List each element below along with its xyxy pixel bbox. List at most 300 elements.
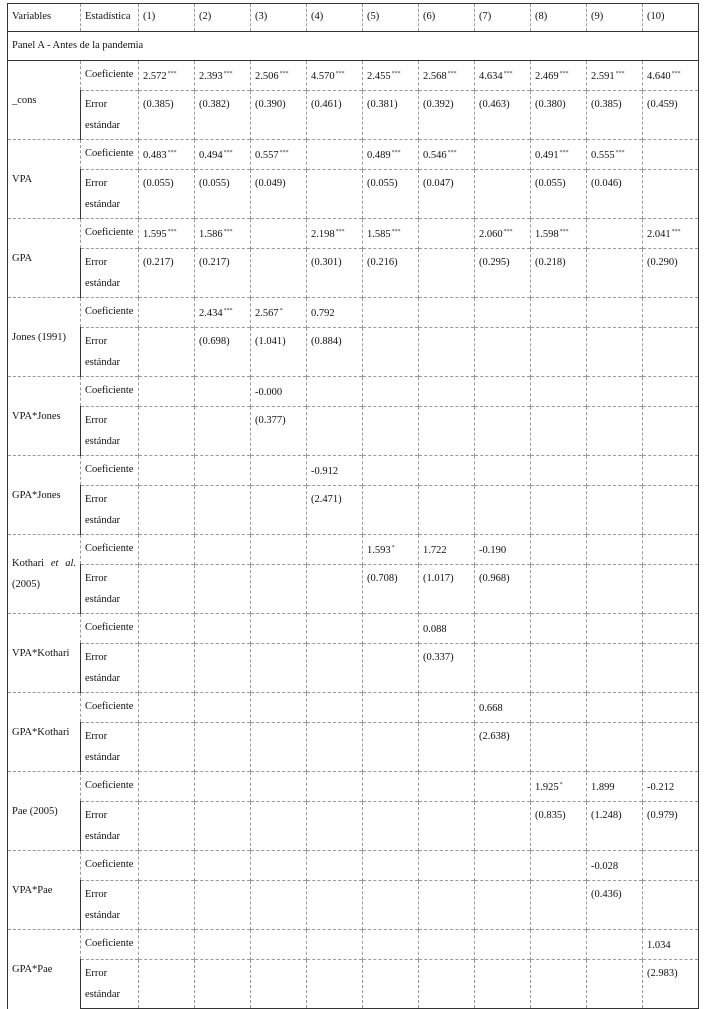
stderr-cell: (0.392): [419, 91, 475, 140]
coef-cell: [307, 930, 363, 960]
coef-cell: [195, 693, 251, 723]
coef-cell: [195, 298, 251, 328]
stat-label: Coeficiente: [81, 456, 139, 486]
coef-cell: [139, 851, 195, 881]
stderr-cell: (0.046): [587, 170, 643, 219]
coef-cell: [531, 535, 587, 565]
coef-cell: [643, 535, 699, 565]
variable-name: GPA*Pae: [8, 930, 81, 1009]
stderr-row: [8, 407, 699, 456]
stderr-cell: [419, 249, 475, 298]
coef-cell: [643, 930, 699, 960]
coef-cell: [307, 772, 363, 802]
coef-row: [8, 219, 699, 249]
significance-stars: *: [391, 545, 395, 551]
coef-value: 2.572: [143, 71, 167, 82]
coef-cell: [419, 693, 475, 723]
stderr-cell: [643, 170, 699, 219]
stderr-cell: (0.463): [475, 91, 531, 140]
stderr-cell: (2.471): [307, 486, 363, 535]
coef-value: 1.598: [535, 229, 559, 240]
stderr-row: [8, 328, 699, 377]
header-cell: (6): [419, 4, 475, 32]
stderr-cell: [587, 486, 643, 535]
coef-cell: [531, 219, 587, 249]
coef-cell: [139, 219, 195, 249]
coef-cell: [251, 298, 307, 328]
stderr-cell: (1.041): [251, 328, 307, 377]
coef-value: 0.491: [535, 150, 559, 161]
stat-label: Coeficiente: [81, 377, 139, 407]
significance-stars: ***: [167, 71, 177, 77]
coef-cell: [139, 614, 195, 644]
coef-cell: [251, 219, 307, 249]
stderr-cell: [531, 723, 587, 772]
panel-label: Panel A - Antes de la pandemia: [8, 32, 699, 61]
coef-cell: [251, 456, 307, 486]
significance-stars: ***: [335, 71, 345, 77]
coef-cell: [419, 772, 475, 802]
coef-value: 2.393: [199, 71, 223, 82]
stderr-cell: (0.301): [307, 249, 363, 298]
stderr-cell: [643, 328, 699, 377]
stat-label: Error estándar: [81, 486, 139, 535]
significance-stars: ***: [391, 71, 401, 77]
stderr-cell: [419, 960, 475, 1009]
coef-cell: [251, 772, 307, 802]
stderr-cell: (0.295): [475, 249, 531, 298]
coef-cell: [195, 851, 251, 881]
stderr-cell: [363, 881, 419, 930]
stderr-cell: [587, 565, 643, 614]
stderr-cell: [531, 328, 587, 377]
stat-label: Coeficiente: [81, 219, 139, 249]
significance-stars: ***: [391, 150, 401, 156]
significance-stars: ***: [223, 71, 233, 77]
coef-cell: [251, 535, 307, 565]
stderr-cell: (0.218): [531, 249, 587, 298]
coef-cell: [475, 377, 531, 407]
stderr-cell: (0.835): [531, 802, 587, 851]
coef-value: 1.034: [647, 940, 671, 951]
stderr-cell: [139, 328, 195, 377]
stderr-cell: (0.461): [307, 91, 363, 140]
significance-stars: ***: [335, 229, 345, 235]
stderr-cell: [363, 407, 419, 456]
coef-value: 0.088: [423, 624, 447, 635]
stderr-cell: (0.290): [643, 249, 699, 298]
stderr-row: [8, 723, 699, 772]
variable-name: VPA*Kothari: [8, 614, 81, 693]
stderr-cell: [251, 802, 307, 851]
coef-cell: [475, 140, 531, 170]
significance-stars: ***: [223, 150, 233, 156]
stderr-cell: [475, 960, 531, 1009]
stat-label: Coeficiente: [81, 693, 139, 723]
stderr-cell: [531, 644, 587, 693]
stderr-cell: [643, 881, 699, 930]
stderr-cell: (1.017): [419, 565, 475, 614]
stderr-row: [8, 881, 699, 930]
significance-stars: ***: [279, 150, 289, 156]
stat-label: Coeficiente: [81, 930, 139, 960]
coef-cell: [475, 614, 531, 644]
coef-cell: [475, 298, 531, 328]
coef-cell: [587, 140, 643, 170]
stderr-cell: [419, 723, 475, 772]
coef-cell: [643, 851, 699, 881]
stat-label: Coeficiente: [81, 140, 139, 170]
coef-cell: [475, 219, 531, 249]
coef-cell: [475, 61, 531, 91]
coef-row: [8, 614, 699, 644]
header-row: [8, 4, 699, 32]
coef-cell: [363, 614, 419, 644]
stderr-cell: [643, 486, 699, 535]
stderr-cell: [363, 644, 419, 693]
header-cell: Estadística: [81, 4, 139, 32]
coef-cell: [531, 851, 587, 881]
stderr-cell: [363, 960, 419, 1009]
stderr-cell: (0.390): [251, 91, 307, 140]
coef-cell: [251, 693, 307, 723]
stat-label: Coeficiente: [81, 772, 139, 802]
coef-cell: [139, 377, 195, 407]
stderr-cell: [251, 249, 307, 298]
coef-cell: [195, 140, 251, 170]
coef-cell: [643, 693, 699, 723]
stat-label: Error estándar: [81, 407, 139, 456]
coef-cell: [307, 456, 363, 486]
coef-cell: [587, 851, 643, 881]
coef-row: [8, 456, 699, 486]
coef-cell: [643, 456, 699, 486]
coef-cell: [643, 140, 699, 170]
coef-value: -0.190: [479, 545, 507, 556]
stderr-cell: [419, 407, 475, 456]
coef-cell: [475, 772, 531, 802]
coef-cell: [587, 693, 643, 723]
stderr-cell: (0.436): [587, 881, 643, 930]
coef-row: [8, 377, 699, 407]
coef-cell: [531, 772, 587, 802]
coef-cell: [643, 219, 699, 249]
stderr-cell: [363, 486, 419, 535]
stderr-cell: [251, 881, 307, 930]
coef-value: 4.634: [479, 71, 503, 82]
stat-label: Error estándar: [81, 723, 139, 772]
header-cell: (9): [587, 4, 643, 32]
stderr-row: [8, 802, 699, 851]
coef-row: [8, 140, 699, 170]
coef-cell: [195, 614, 251, 644]
header-cell: (1): [139, 4, 195, 32]
stderr-cell: (1.248): [587, 802, 643, 851]
stderr-row: [8, 91, 699, 140]
stderr-cell: [139, 644, 195, 693]
variable-name: VPA*Jones: [8, 377, 81, 456]
coef-cell: [363, 377, 419, 407]
coef-cell: [195, 535, 251, 565]
coef-cell: [587, 930, 643, 960]
coef-value: 0.483: [143, 150, 167, 161]
stderr-cell: (0.708): [363, 565, 419, 614]
significance-stars: *: [559, 782, 563, 788]
coef-row: [8, 851, 699, 881]
coef-value: 2.506: [255, 71, 279, 82]
coef-value: 4.640: [647, 71, 671, 82]
coef-cell: [195, 377, 251, 407]
coef-cell: [363, 851, 419, 881]
stderr-cell: [195, 802, 251, 851]
coef-cell: [307, 219, 363, 249]
stderr-cell: [307, 644, 363, 693]
coef-value: -0.912: [311, 466, 339, 477]
header-cell: (10): [643, 4, 699, 32]
stderr-cell: (0.698): [195, 328, 251, 377]
stderr-cell: (0.047): [419, 170, 475, 219]
stderr-cell: [195, 881, 251, 930]
coef-cell: [587, 535, 643, 565]
stderr-cell: [139, 486, 195, 535]
stderr-cell: [251, 723, 307, 772]
coef-value: 1.722: [423, 545, 447, 556]
coef-cell: [363, 535, 419, 565]
coef-value: 1.585: [367, 229, 391, 240]
stderr-cell: [419, 328, 475, 377]
stderr-cell: [475, 486, 531, 535]
stderr-cell: (0.216): [363, 249, 419, 298]
coef-value: 2.469: [535, 71, 559, 82]
stderr-cell: [307, 565, 363, 614]
coef-value: 2.568: [423, 71, 447, 82]
stat-label: Coeficiente: [81, 298, 139, 328]
stderr-cell: (0.049): [251, 170, 307, 219]
header-cell: (8): [531, 4, 587, 32]
stderr-cell: (0.884): [307, 328, 363, 377]
stderr-cell: (0.217): [139, 249, 195, 298]
stat-label: Error estándar: [81, 328, 139, 377]
significance-stars: ***: [503, 229, 513, 235]
coef-cell: [307, 535, 363, 565]
stderr-cell: [587, 249, 643, 298]
stderr-cell: (0.459): [643, 91, 699, 140]
significance-stars: ***: [279, 71, 289, 77]
stderr-cell: [139, 802, 195, 851]
stderr-cell: (0.382): [195, 91, 251, 140]
coef-cell: [139, 772, 195, 802]
coef-cell: [139, 535, 195, 565]
stat-label: Coeficiente: [81, 614, 139, 644]
significance-stars: ***: [615, 71, 625, 77]
coef-cell: [363, 772, 419, 802]
coef-cell: [251, 377, 307, 407]
coef-cell: [419, 535, 475, 565]
stderr-cell: [139, 881, 195, 930]
stderr-cell: (0.055): [531, 170, 587, 219]
coef-cell: [139, 298, 195, 328]
coef-value: 2.041: [647, 229, 671, 240]
variable-name: Jones (1991): [8, 298, 81, 377]
coef-cell: [643, 772, 699, 802]
stderr-cell: [531, 407, 587, 456]
coef-cell: [643, 298, 699, 328]
significance-stars: ***: [167, 229, 177, 235]
stderr-cell: [363, 328, 419, 377]
variable-name: GPA: [8, 219, 81, 298]
coef-row: [8, 61, 699, 91]
coef-value: 0.555: [591, 150, 615, 161]
coef-row: [8, 535, 699, 565]
coef-cell: [139, 693, 195, 723]
stderr-cell: [475, 170, 531, 219]
variable-name: VPA: [8, 140, 81, 219]
variable-name: [8, 535, 81, 614]
coef-cell: [195, 456, 251, 486]
coef-cell: [587, 614, 643, 644]
coef-cell: [307, 614, 363, 644]
coef-value: 2.060: [479, 229, 503, 240]
coef-cell: [419, 930, 475, 960]
significance-stars: ***: [391, 229, 401, 235]
coef-value: 1.586: [199, 229, 223, 240]
coef-value: 4.570: [311, 71, 335, 82]
coef-cell: [139, 140, 195, 170]
significance-stars: ***: [559, 229, 569, 235]
stat-label: Coeficiente: [81, 535, 139, 565]
coef-cell: [531, 61, 587, 91]
stderr-cell: [195, 960, 251, 1009]
stderr-cell: [195, 723, 251, 772]
coef-cell: [363, 140, 419, 170]
table-body: [8, 4, 699, 1009]
coef-cell: [251, 61, 307, 91]
coef-cell: [195, 930, 251, 960]
variable-name: Pae (2005): [8, 772, 81, 851]
stderr-cell: [419, 802, 475, 851]
header-cell: (7): [475, 4, 531, 32]
stderr-cell: (0.979): [643, 802, 699, 851]
coef-cell: [363, 219, 419, 249]
coef-row: [8, 930, 699, 960]
significance-stars: ***: [503, 71, 513, 77]
coef-value: 2.591: [591, 71, 615, 82]
variable-name-part: (2005): [12, 579, 40, 590]
coef-cell: [587, 772, 643, 802]
coef-cell: [475, 456, 531, 486]
coef-cell: [531, 614, 587, 644]
significance-stars: ***: [223, 229, 233, 235]
stderr-cell: [475, 644, 531, 693]
coef-cell: [251, 614, 307, 644]
stderr-cell: (0.380): [531, 91, 587, 140]
stderr-cell: [531, 881, 587, 930]
stderr-cell: [587, 328, 643, 377]
coef-cell: [531, 693, 587, 723]
coef-cell: [307, 61, 363, 91]
stderr-cell: (0.337): [419, 644, 475, 693]
coef-cell: [139, 456, 195, 486]
stderr-cell: [475, 407, 531, 456]
stderr-cell: (0.385): [587, 91, 643, 140]
variable-name-italic: et al.: [50, 558, 77, 569]
stderr-cell: [307, 881, 363, 930]
coef-cell: [531, 930, 587, 960]
stat-label: Error estándar: [81, 644, 139, 693]
stderr-cell: (2.983): [643, 960, 699, 1009]
coef-cell: [419, 614, 475, 644]
coef-cell: [587, 377, 643, 407]
stderr-cell: [307, 170, 363, 219]
significance-stars: ***: [559, 150, 569, 156]
stderr-row: [8, 565, 699, 614]
stderr-cell: [587, 723, 643, 772]
stderr-row: [8, 170, 699, 219]
coef-value: 1.593: [367, 545, 391, 556]
stderr-cell: [531, 565, 587, 614]
coef-value: 2.567: [255, 308, 279, 319]
variable-name: VPA*Pae: [8, 851, 81, 930]
coef-cell: [251, 140, 307, 170]
coef-cell: [587, 298, 643, 328]
stat-label: Error estándar: [81, 565, 139, 614]
stderr-cell: [587, 407, 643, 456]
stat-label: Error estándar: [81, 960, 139, 1009]
coef-value: 2.198: [311, 229, 335, 240]
stderr-cell: [643, 565, 699, 614]
stderr-cell: [587, 644, 643, 693]
coef-cell: [363, 930, 419, 960]
coef-value: 1.925: [535, 782, 559, 793]
coef-cell: [475, 693, 531, 723]
variable-name: _cons: [8, 61, 81, 140]
stderr-cell: [363, 802, 419, 851]
stderr-cell: (0.055): [139, 170, 195, 219]
stderr-cell: (0.968): [475, 565, 531, 614]
coef-row: [8, 772, 699, 802]
coef-cell: [587, 61, 643, 91]
stderr-cell: [363, 723, 419, 772]
significance-stars: ***: [671, 229, 681, 235]
significance-stars: ***: [447, 150, 457, 156]
coef-cell: [363, 298, 419, 328]
stderr-cell: (2.638): [475, 723, 531, 772]
coef-value: 0.792: [311, 308, 335, 319]
stderr-cell: [139, 565, 195, 614]
stderr-cell: [475, 881, 531, 930]
stderr-cell: [475, 328, 531, 377]
stderr-cell: [307, 723, 363, 772]
coef-value: 0.489: [367, 150, 391, 161]
coef-cell: [643, 61, 699, 91]
stat-label: Error estándar: [81, 802, 139, 851]
coef-cell: [475, 535, 531, 565]
stderr-cell: [307, 407, 363, 456]
significance-stars: *: [279, 308, 283, 314]
coef-cell: [363, 456, 419, 486]
significance-stars: ***: [615, 150, 625, 156]
stat-label: Error estándar: [81, 249, 139, 298]
coef-cell: [419, 456, 475, 486]
stderr-cell: (0.055): [195, 170, 251, 219]
significance-stars: ***: [447, 71, 457, 77]
stderr-cell: (0.217): [195, 249, 251, 298]
coef-cell: [531, 140, 587, 170]
coef-cell: [419, 298, 475, 328]
coef-cell: [419, 377, 475, 407]
stderr-cell: [251, 565, 307, 614]
coef-cell: [419, 851, 475, 881]
